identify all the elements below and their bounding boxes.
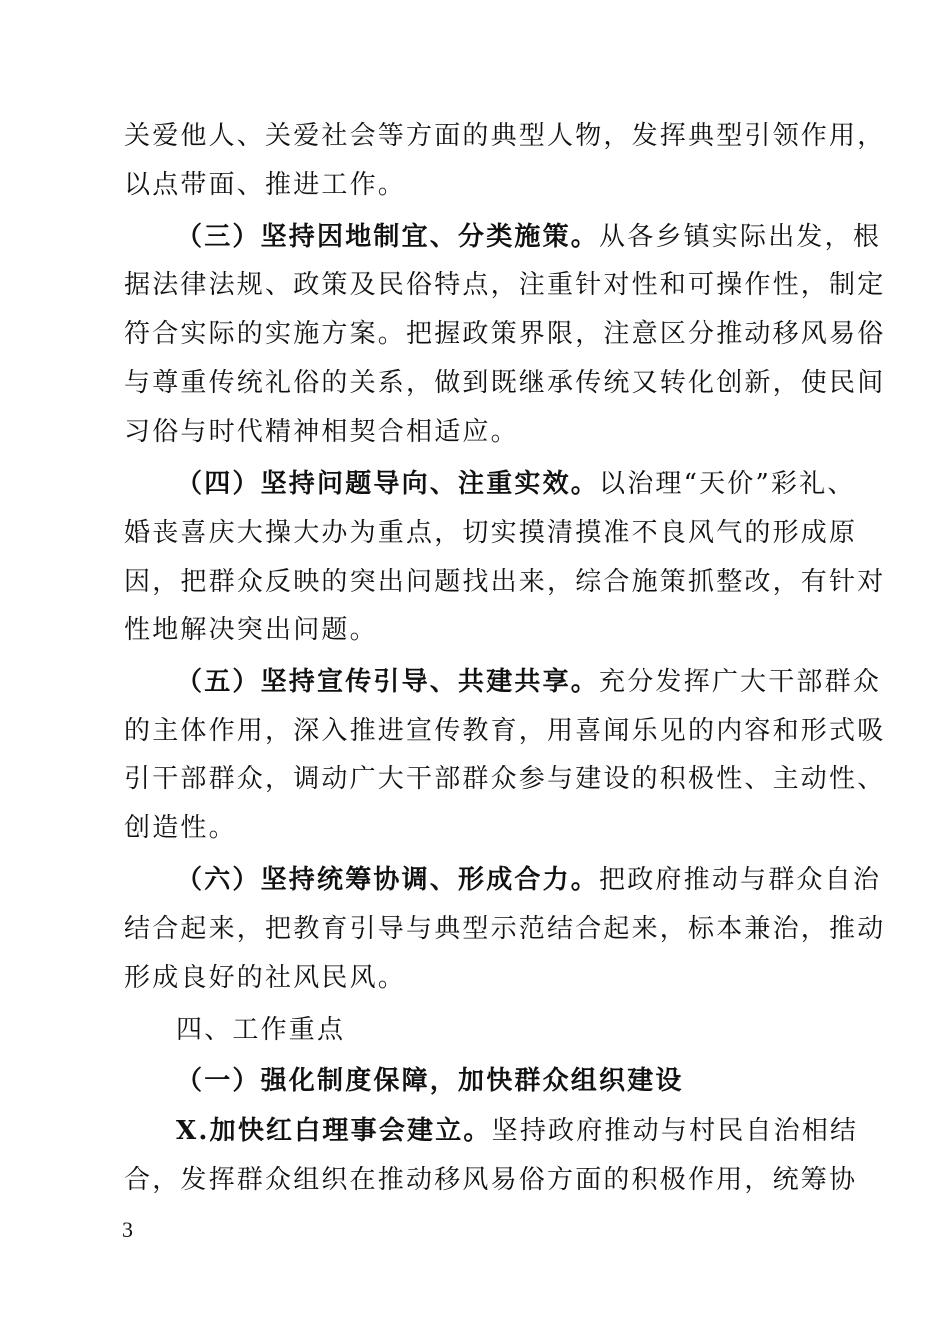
page-number: 3 <box>122 1217 133 1242</box>
text-line: 性地解决突出问题。 <box>124 615 378 645</box>
text-line: 合，发挥群众组织在推动移风易俗方面的积极作用，统筹协 <box>124 1165 858 1195</box>
text-run: 从各乡镇实际出发，根 <box>599 222 882 252</box>
text-line: 习俗与时代精神相契合相适应。 <box>124 417 519 447</box>
text-line: 关爱他人、关爱社会等方面的典型人物，发挥典型引领作用， <box>124 121 886 151</box>
text-line: 婚丧喜庆大操大办为重点，切实摸清摸准不良风气的形成原 <box>124 518 858 548</box>
text-line: 以点带面、推进工作。 <box>124 170 407 200</box>
paragraph-line <box>176 468 856 500</box>
paragraph-line <box>176 221 881 253</box>
text-line: 结合起来，把教育引导与典型示范结合起来，标本兼治，推动 <box>124 914 886 944</box>
text-run: 把政府推动与群众自治 <box>599 865 882 895</box>
text-line: 符合实际的实施方案。把握政策界限，注意区分推动移风易俗 <box>124 319 886 349</box>
paragraph-heading: （三）坚持因地制宜、分类施策。 <box>176 222 600 252</box>
paragraph-line <box>176 1115 858 1147</box>
text-line: 据法律法规、政策及民俗特点，注重针对性和可操作性，制定 <box>124 270 886 300</box>
paragraph-heading: （六）坚持统筹协调、形成合力。 <box>176 865 600 895</box>
text-run: 坚持政府推动与村民自治相结 <box>491 1116 859 1146</box>
text-line: 因，把群众反映的突出问题找出来，综合施策抓整改，有针对 <box>124 567 886 597</box>
text-line: 形成良好的社风民风。 <box>124 963 407 993</box>
item-heading: X.加快红白理事会建立。 <box>176 1116 492 1146</box>
text-line: 创造性。 <box>124 813 237 843</box>
paragraph-line <box>176 666 881 698</box>
paragraph-line <box>176 864 881 896</box>
subsection-heading: （一）强化制度保障，加快群众组织建设 <box>176 1066 684 1096</box>
text-run: 以治理“天价”彩礼、 <box>599 469 856 499</box>
text-line: 与尊重传统礼俗的关系，做到既继承传统又转化创新，使民间 <box>124 368 886 398</box>
paragraph-heading: （五）坚持宣传引导、共建共享。 <box>176 667 600 697</box>
text-line: 引干部群众，调动广大干部群众参与建设的积极性、主动性、 <box>124 764 886 794</box>
text-line: 的主体作用，深入推进宣传教育，用喜闻乐见的内容和形式吸 <box>124 716 886 746</box>
paragraph-heading: （四）坚持问题导向、注重实效。 <box>176 469 600 499</box>
section-heading: 四、工作重点 <box>176 1015 346 1045</box>
text-run: 充分发挥广大干部群众 <box>599 667 882 697</box>
